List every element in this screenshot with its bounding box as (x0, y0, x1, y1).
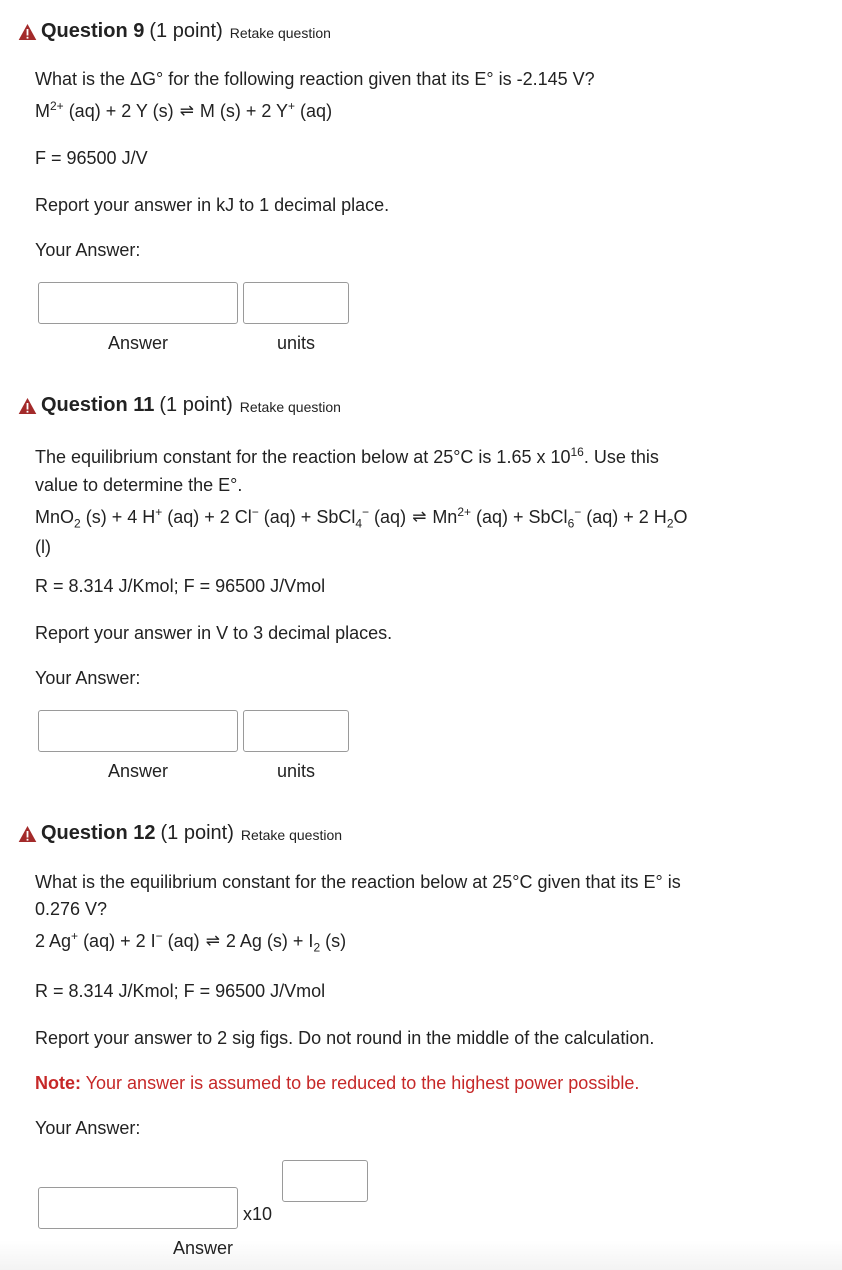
units-caption: units (276, 761, 316, 781)
reaction-equation-wrap: (l) (35, 537, 51, 557)
answer-input[interactable] (38, 710, 238, 752)
retake-question-link[interactable]: Retake question (240, 827, 343, 843)
question-prompt: What is the ΔG° for the following reaction given that its E° is -2.145 V? (35, 69, 595, 89)
instruction-text: Report your answer to 2 sig figs. Do not round in the middle of the calculation. (35, 1028, 655, 1048)
question-12-header (18, 822, 342, 845)
answer-caption: Answer (107, 761, 169, 781)
question-number: Question 11 (41, 394, 155, 416)
your-answer-label: Your Answer: (35, 668, 141, 688)
instruction-text: Report your answer in kJ to 1 decimal place. (35, 195, 390, 215)
answer-caption: Answer (172, 1238, 234, 1258)
question-points: (1 point) (149, 20, 223, 42)
equilibrium-arrow-icon: ⇌ (412, 507, 427, 526)
question-11-header (18, 394, 341, 417)
units-input[interactable] (243, 282, 349, 324)
constants-text: F = 96500 J/V (35, 148, 148, 168)
answer-caption: Answer (107, 333, 169, 353)
retake-question-link[interactable]: Retake question (229, 25, 331, 41)
reaction-equation: 2 Ag+ (aq) + 2 I− (aq) ⇌ 2 Ag $(s) + I_2$ (s) (35, 929, 347, 955)
exponent-input[interactable] (282, 1160, 368, 1202)
note-text: Note: Your answer is assumed to be reduced to the highest power possible. (35, 1073, 640, 1093)
answer-input[interactable] (38, 282, 238, 324)
equilibrium-arrow-icon: ⇌ (179, 101, 194, 120)
answer-input[interactable] (38, 1187, 238, 1229)
your-answer-label: Your Answer: (35, 240, 141, 260)
your-answer-label: Your Answer: (35, 1118, 141, 1138)
question-points: (1 point) (159, 394, 233, 416)
reaction-equation: $M^{2+}$ (aq) + 2 Y (s) ⇌ M (s) + 2 Y+ (aq) (35, 99, 333, 121)
warning-icon (18, 825, 37, 843)
instruction-text: Report your answer in V to 3 decimal places. (35, 623, 393, 643)
question-9-header (18, 20, 331, 43)
question-prompt: What is the equilibrium constant for the reaction below at 25°C given that its E° is (35, 872, 681, 892)
warning-icon (18, 397, 37, 415)
question-prompt-line-2: value to determine the E°. (35, 475, 243, 495)
times-ten-label: x10 (243, 1204, 273, 1224)
question-number: Question 9 (41, 20, 145, 42)
warning-icon (18, 23, 37, 41)
question-points: (1 point) (160, 822, 234, 844)
reaction-equation: MnO$_2$ (s) + 4 H+ (aq) + 2 Cl− (aq) + SbCl$_4$− (aq) ⇌ $Mn^{2+}$ (aq) + SbCl$_6$− (aq) + 2 $H_2O$ (35, 505, 688, 531)
units-input[interactable] (243, 710, 349, 752)
constants-text: R = 8.314 J/Kmol; F = 96500 J/Vmol (35, 981, 326, 1001)
question-prompt: The equilibrium constant for the reaction below at 25°C is 1.65 x $10^{16}$. Use this (35, 445, 659, 467)
constants-text: R = 8.314 J/Kmol; F = 96500 J/Vmol (35, 576, 326, 596)
equilibrium-arrow-icon: ⇌ (205, 931, 220, 950)
units-caption: units (276, 333, 316, 353)
question-prompt-line-2: 0.276 V? (35, 899, 108, 919)
question-number: Question 12 (41, 822, 156, 844)
retake-question-link[interactable]: Retake question (239, 399, 341, 415)
